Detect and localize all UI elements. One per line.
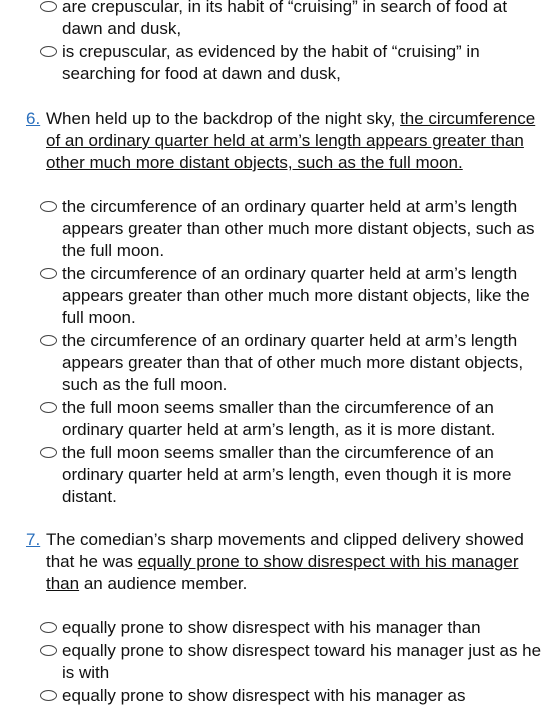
radio-icon[interactable] [40,447,57,458]
answer-option[interactable] [0,41,556,85]
answer-option[interactable] [0,263,556,329]
stem-underlined-text: the circumference of an ordinary quarter held at arm’s length appears greater than other much more distant objects, such as the full moon. [46,109,536,172]
answer-option[interactable] [0,397,556,441]
question-7-options [0,617,556,707]
option-text: is crepuscular, as evidenced by the habit of “cruising” in searching for food at dawn and dusk, [62,42,480,83]
question-6-number[interactable]: 6. [26,109,41,128]
answer-option[interactable] [0,640,556,684]
radio-icon[interactable] [40,46,57,57]
radio-icon[interactable] [40,335,57,346]
option-text: equally prone to show disrespect toward his manager just as he is with [62,641,542,682]
radio-icon[interactable] [40,1,57,12]
spacer [0,509,556,529]
option-text: are crepuscular, in its habit of “cruising” in search of food at dawn and dusk, [62,0,508,38]
question-7-number[interactable]: 7. [26,530,41,549]
radio-icon[interactable] [40,622,57,633]
question-6-stem [0,108,556,174]
option-text: equally prone to show disrespect with his manager than [62,618,481,637]
stem-text-after: an audience member. [79,574,248,593]
spacer [0,595,556,617]
stem-text: When held up to the backdrop of the night sky, [46,109,401,128]
radio-icon[interactable] [40,645,57,656]
option-text: the full moon seems smaller than the circumference of an ordinary quarter held at arm’s length, even though it is more distant. [62,443,512,506]
answer-option[interactable] [0,330,556,396]
option-text: the circumference of an ordinary quarter held at arm’s length appears greater than other much more distant objects, such as the full moon. [62,197,535,260]
spacer [0,86,556,108]
radio-icon[interactable] [40,690,57,701]
question-5-options [0,0,556,85]
radio-icon[interactable] [40,201,57,212]
answer-option[interactable] [0,617,556,639]
radio-icon[interactable] [40,268,57,279]
option-text: the circumference of an ordinary quarter held at arm’s length appears greater than that of other much more distant objects, such as the full moon. [62,331,524,394]
option-text: the full moon seems smaller than the circumference of an ordinary quarter held at arm’s length, as it is more distant. [62,398,496,439]
spacer [0,174,556,196]
option-text: equally prone to show disrespect with his manager as [62,686,466,705]
stem-text: The comedian’s sharp movements and clipped delivery showed that he was [46,530,524,571]
answer-option[interactable] [0,196,556,262]
question-7-stem [0,529,556,595]
answer-option[interactable] [0,685,556,707]
radio-icon[interactable] [40,402,57,413]
answer-option[interactable] [0,0,556,40]
answer-option[interactable] [0,442,556,508]
stem-underlined-text: equally prone to show disrespect with his manager than [46,552,519,593]
question-6-options [0,196,556,508]
option-text: the circumference of an ordinary quarter held at arm’s length appears greater than other much more distant objects, like the full moon. [62,264,530,327]
